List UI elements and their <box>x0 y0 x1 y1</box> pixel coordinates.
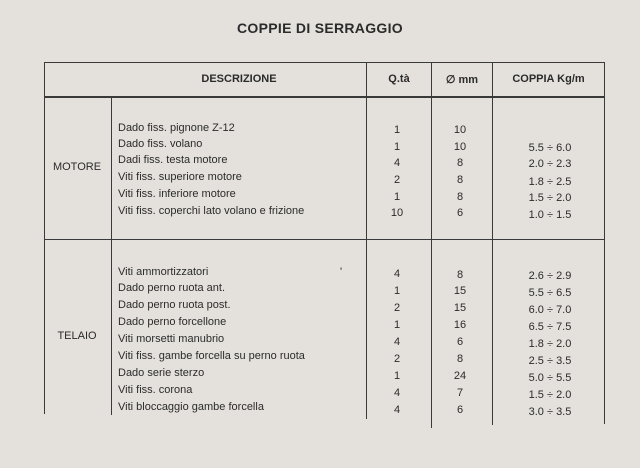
table-right-border <box>604 62 605 424</box>
mm-cell: 10 <box>453 124 467 136</box>
mm-cell: 24 <box>453 370 467 382</box>
column-divider-mm <box>492 62 493 425</box>
coppia-cell: 5.5 ÷ 6.0 <box>528 142 572 154</box>
qta-cell: 1 <box>393 370 401 382</box>
qta-cell: 2 <box>393 174 401 186</box>
qta-cell: 1 <box>393 285 401 297</box>
qta-cell: 1 <box>393 141 401 153</box>
mm-cell: 6 <box>456 207 464 219</box>
coppia-cell: 5.0 ÷ 5.5 <box>528 372 572 384</box>
qta-cell: 1 <box>393 191 401 203</box>
mm-cell: 15 <box>453 285 467 297</box>
coppia-cell: 3.0 ÷ 3.5 <box>528 406 572 418</box>
qta-cell: 2 <box>393 353 401 365</box>
descrizione-cell: Viti ammortizzatori <box>118 266 209 278</box>
page-title: COPPIE DI SERRAGGIO <box>237 20 403 36</box>
coppia-cell: 1.0 ÷ 1.5 <box>528 209 572 221</box>
header-mm: ∅ mm <box>445 74 479 86</box>
coppia-cell: 1.5 ÷ 2.0 <box>528 389 572 401</box>
descrizione-cell: Viti fiss. gambe forcella su perno ruota <box>118 350 305 362</box>
descrizione-cell: Viti fiss. corona <box>118 384 193 396</box>
mm-cell: 10 <box>453 141 467 153</box>
section-label-telaio: TELAIO <box>57 330 97 342</box>
column-divider-qta <box>431 62 432 428</box>
qta-cell: 2 <box>393 302 401 314</box>
header-qta: Q.tà <box>388 73 410 85</box>
mm-cell: 8 <box>456 174 464 186</box>
coppia-cell: 2.6 ÷ 2.9 <box>528 270 572 282</box>
mm-cell: 6 <box>456 404 464 416</box>
coppia-cell: 5.5 ÷ 6.5 <box>528 287 572 299</box>
qta-cell: 1 <box>393 319 401 331</box>
descrizione-cell: Dado perno ruota ant. <box>118 282 226 294</box>
descrizione-cell: Viti bloccaggio gambe forcella <box>118 401 264 413</box>
mm-cell: 8 <box>456 353 464 365</box>
header-bottom-border <box>44 96 605 98</box>
coppia-cell: 1.5 ÷ 2.0 <box>528 192 572 204</box>
descrizione-cell: Dadi fiss. testa motore <box>118 154 228 166</box>
coppia-cell: 6.5 ÷ 7.5 <box>528 321 572 333</box>
table-left-border <box>44 62 45 414</box>
column-divider-descrizione <box>366 62 367 419</box>
mm-cell: 7 <box>456 387 464 399</box>
header-coppia: COPPIA Kg/m <box>512 73 585 85</box>
qta-cell: 4 <box>393 336 401 348</box>
mm-cell: 6 <box>456 336 464 348</box>
descrizione-cell: Dado perno ruota post. <box>118 299 231 311</box>
mm-cell: 15 <box>453 302 467 314</box>
descrizione-cell: Viti fiss. coperchi lato volano e frizione <box>118 205 305 217</box>
column-divider-section <box>111 97 112 415</box>
descrizione-cell: Dado fiss. pignone Z-12 <box>118 122 235 134</box>
descrizione-cell: Dado fiss. volano <box>118 138 203 150</box>
qta-cell: 4 <box>393 387 401 399</box>
header-descrizione: DESCRIZIONE <box>201 73 277 85</box>
descrizione-cell: Dado perno forcellone <box>118 316 227 328</box>
coppia-cell: 6.0 ÷ 7.0 <box>528 304 572 316</box>
mm-cell: 16 <box>453 319 467 331</box>
coppia-cell: 2.5 ÷ 3.5 <box>528 355 572 367</box>
section-divider <box>44 239 605 240</box>
coppia-cell: 2.0 ÷ 2.3 <box>528 158 572 170</box>
coppia-cell: 1.8 ÷ 2.5 <box>528 176 572 188</box>
qta-cell: 4 <box>393 268 401 280</box>
qta-cell: 4 <box>393 157 401 169</box>
descrizione-cell: Dado serie sterzo <box>118 367 205 379</box>
descrizione-cell: Viti fiss. superiore motore <box>118 171 242 183</box>
table-top-border <box>44 62 605 63</box>
section-label-motore: MOTORE <box>52 161 102 173</box>
mm-cell: 8 <box>456 157 464 169</box>
mm-cell: 8 <box>456 191 464 203</box>
qta-cell: 10 <box>390 207 404 219</box>
qta-cell: 1 <box>393 124 401 136</box>
mm-cell: 8 <box>456 269 464 281</box>
descrizione-cell: Viti morsetti manubrio <box>118 333 225 345</box>
qta-cell: 4 <box>393 404 401 416</box>
coppia-cell: 1.8 ÷ 2.0 <box>528 338 572 350</box>
margin-mark: ' <box>340 266 343 278</box>
descrizione-cell: Viti fiss. inferiore motore <box>118 188 236 200</box>
